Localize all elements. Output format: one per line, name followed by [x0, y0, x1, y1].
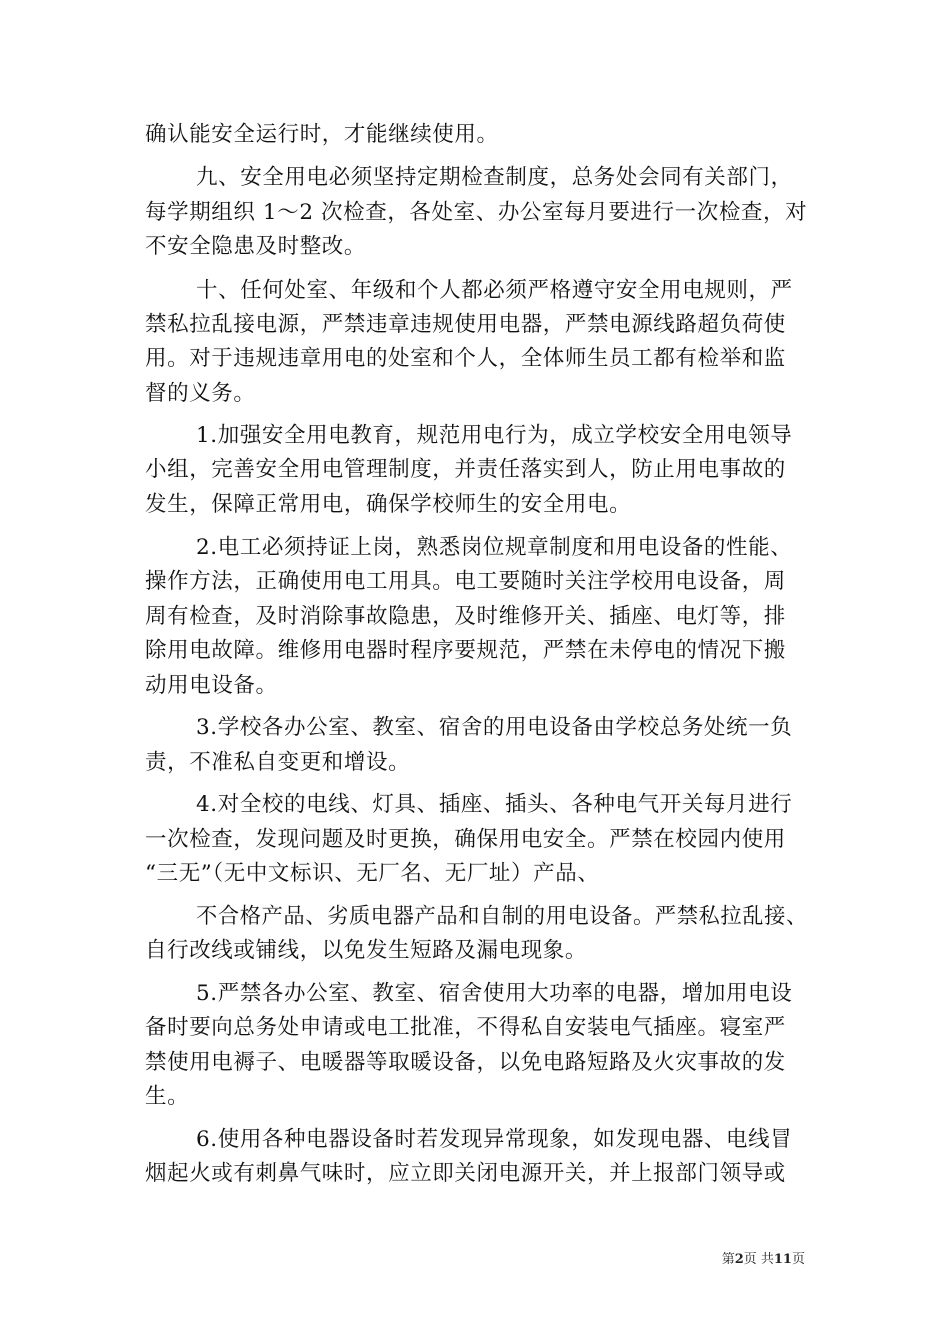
text-line: 1.加强安全用电教育，规范用电行为，成立学校安全用电领导 [196, 423, 793, 448]
text-line: 禁使用电褥子、电暖器等取暖设备，以免电路短路及火灾事故的发 [145, 1050, 786, 1075]
page-number-suffix: 页 [791, 1252, 805, 1267]
text-line: 用。对于违规违章用电的处室和个人，全体师生员工都有检举和监 [145, 346, 786, 371]
page-number-middle: 页 共 [743, 1252, 774, 1267]
text-line: 九、安全用电必须坚持定期检查制度，总务处会同有关部门， [196, 165, 793, 190]
text-line: 禁私拉乱接电源，严禁违章违规使用电器，严禁电源线路超负荷使 [145, 312, 786, 337]
text-line: 一次检查，发现问题及时更换，确保用电安全。严禁在校园内使用 [145, 827, 786, 852]
text-line: 每学期组织 1～2 次检查，各处室、办公室每月要进行一次检查，对 [145, 200, 808, 225]
text-line: 不合格产品、劣质电器产品和自制的用电设备。严禁私拉乱接、 [196, 904, 808, 929]
text-line: 督的义务。 [145, 381, 256, 406]
text-line: 3.学校各办公室、教室、宿舍的用电设备由学校总务处统一负 [196, 715, 793, 740]
page-number-current: 2 [734, 1252, 744, 1267]
text-line: 6.使用各种电器设备时若发现异常现象，如发现电器、电线冒 [196, 1127, 793, 1152]
text-line: 2.电工必须持证上岗，熟悉岗位规章制度和用电设备的性能、 [196, 535, 793, 560]
text-line: 小组，完善安全用电管理制度，并责任落实到人，防止用电事故的 [145, 457, 786, 482]
page-number-total: 11 [773, 1252, 792, 1267]
text-line: 5.严禁各办公室、教室、宿舍使用大功率的电器，增加用电设 [196, 981, 793, 1006]
text-line: 不安全隐患及时整改。 [145, 234, 367, 259]
text-line: 动用电设备。 [145, 673, 278, 698]
text-line: “三无”（无中文标识、无厂名、无厂址）产品、 [145, 861, 600, 886]
text-line: 十、任何处室、年级和个人都必须严格遵守安全用电规则，严 [196, 278, 793, 303]
text-line: 周有检查，及时消除事故隐患，及时维修开关、插座、电灯等，排 [145, 604, 786, 629]
text-line: 生。 [145, 1084, 190, 1109]
text-line: 责，不准私自变更和增设。 [145, 750, 411, 775]
text-line: 操作方法，正确使用电工用具。电工要随时关注学校用电设备，周 [145, 569, 786, 594]
text-line: 4.对全校的电线、灯具、插座、插头、各种电气开关每月进行 [196, 792, 793, 817]
page-number [722, 1248, 805, 1267]
text-line: 除用电故障。维修用电器时程序要规范，严禁在未停电的情况下搬 [145, 638, 786, 663]
text-line: 确认能安全运行时，才能继续使用。 [145, 122, 499, 147]
text-line: 发生，保障正常用电，确保学校师生的安全用电。 [145, 492, 632, 517]
page-number-prefix: 第 [721, 1252, 735, 1267]
text-line: 烟起火或有刺鼻气味时，应立即关闭电源开关，并上报部门领导或 [145, 1161, 786, 1186]
text-line: 备时要向总务处申请或电工批准，不得私自安装电气插座。寝室严 [145, 1015, 786, 1040]
text-line: 自行改线或铺线，以免发生短路及漏电现象。 [145, 938, 588, 963]
